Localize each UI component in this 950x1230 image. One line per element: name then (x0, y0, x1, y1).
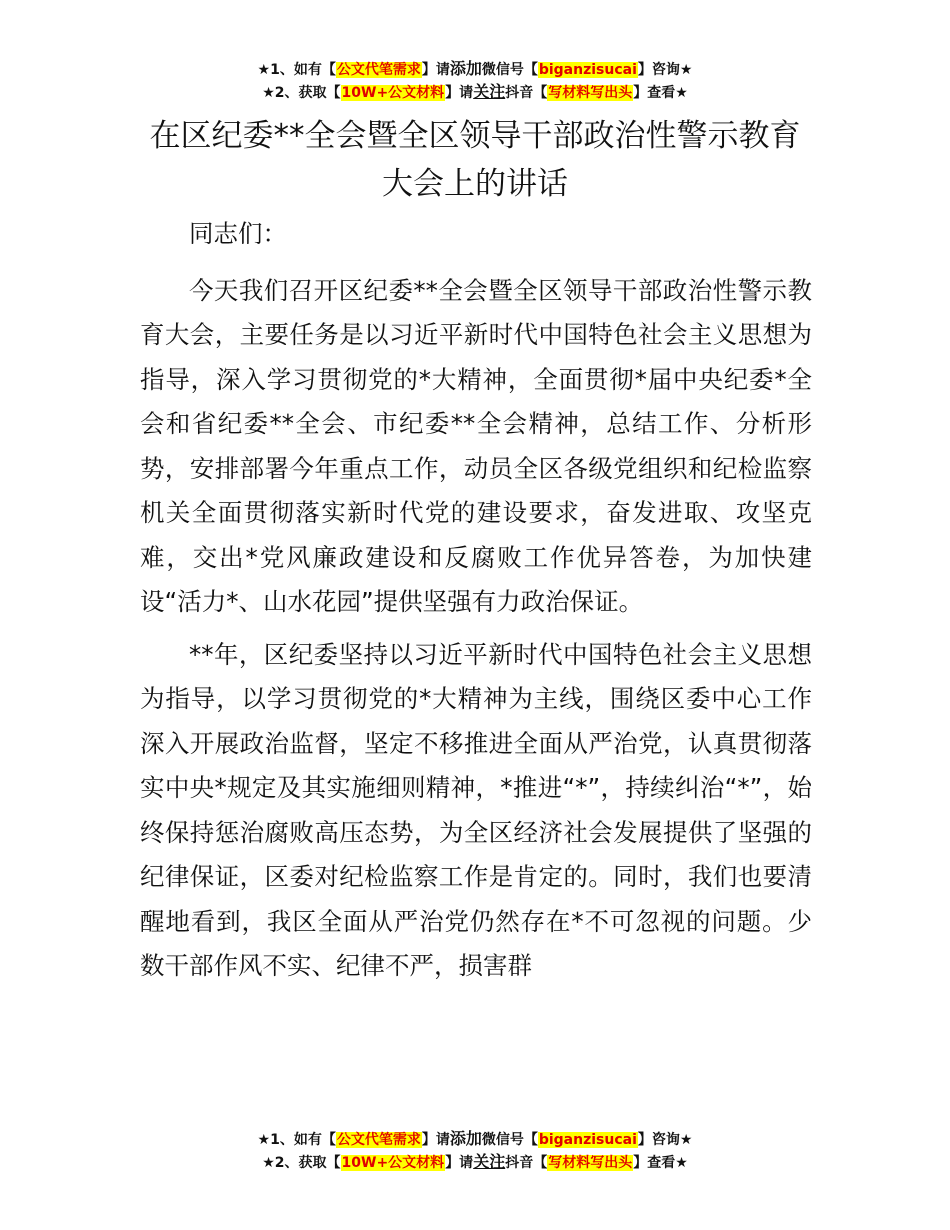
banner-highlight-douyin: 写材料写出头 (548, 85, 633, 101)
banner-highlight: 公文代笔需求 (336, 1132, 421, 1148)
banner-text: ★2、获取【 (262, 85, 341, 101)
banner-text: 抖音【 (505, 1155, 548, 1171)
banner-text: 】咨询★ (637, 62, 693, 78)
banner-highlight: 10W+公文材料 (341, 85, 445, 101)
banner-highlight: 公文代笔需求 (336, 62, 421, 78)
banner-text: 】请 (445, 1155, 474, 1171)
banner-highlight: 10W+公文材料 (341, 1155, 445, 1171)
salutation: 同志们： (189, 219, 287, 248)
paragraph-2: **年，区纪委坚持以习近平新时代中国特色社会主义思想为指导，以学习贯彻党的*大精神为主线，围绕区委中心工作深入开展政治监督，坚定不移推进全面从严治党，认真贯彻落实中央*规定及其实施细则精神，*推进“*”，持续纠治“*”，始终保持惩治腐败高压态势，为全区经济社会发展提供了坚强的纪律保证，区委对纪检监察工作是肯定的。同时，我们也要清醒地看到，我区全面从严治党仍然存在*不可忽视的问题。少数干部作风不实、纪律不严，损害群 (140, 639, 812, 980)
header-banner-line-1 (0, 58, 950, 81)
footer-banner-line-2 (0, 1151, 950, 1174)
banner-text: ★1、如有【 (257, 62, 336, 78)
document-body (140, 212, 812, 997)
banner-emphasis: 添加 (449, 59, 482, 78)
banner-highlight-wechat-id: biganzisucai (538, 1132, 637, 1148)
footer-banner (0, 1128, 950, 1174)
document-title: 在区纪委**全会暨全区领导干部政治性警示教育大会上的讲话 (149, 118, 801, 202)
banner-text: 】查看★ (633, 1155, 688, 1171)
banner-text: ★2、获取【 (262, 1155, 341, 1171)
banner-text: 微信号【 (481, 1132, 538, 1148)
banner-text: 】查看★ (633, 85, 688, 101)
banner-highlight-douyin: 写材料写出头 (548, 1155, 633, 1171)
paragraph-1: 今天我们召开区纪委**全会暨全区领导干部政治性警示教育大会，主要任务是以习近平新时代中国特色社会主义思想为指导，深入学习贯彻党的*大精神，全面贯彻*届中央纪委*全会和省纪委**全会、市纪委**全会精神，总结工作、分析形势，安排部署今年重点工作，动员全区各级党组织和纪检监察机关全面贯彻落实新时代党的建设要求，奋发进取、攻坚克难，交出*党风廉政建设和反腐败工作优异答卷，为加快建设“活力*、山水花园”提供坚强有力政治保证。 (140, 275, 812, 616)
banner-text: 】咨询★ (637, 1132, 693, 1148)
footer-banner-line-1 (0, 1128, 950, 1151)
banner-highlight-wechat-id: biganzisucai (538, 62, 637, 78)
banner-emphasis: 关注 (473, 1152, 506, 1171)
banner-text: 微信号【 (481, 62, 538, 78)
header-banner-line-2 (0, 81, 950, 104)
banner-text: 抖音【 (505, 85, 548, 101)
banner-emphasis: 添加 (449, 1129, 482, 1148)
banner-text: 】请 (421, 62, 450, 78)
banner-text: 】请 (421, 1132, 450, 1148)
banner-text: ★1、如有【 (257, 1132, 336, 1148)
banner-text: 】请 (445, 85, 474, 101)
header-banner (0, 58, 950, 104)
banner-emphasis: 关注 (473, 82, 506, 101)
